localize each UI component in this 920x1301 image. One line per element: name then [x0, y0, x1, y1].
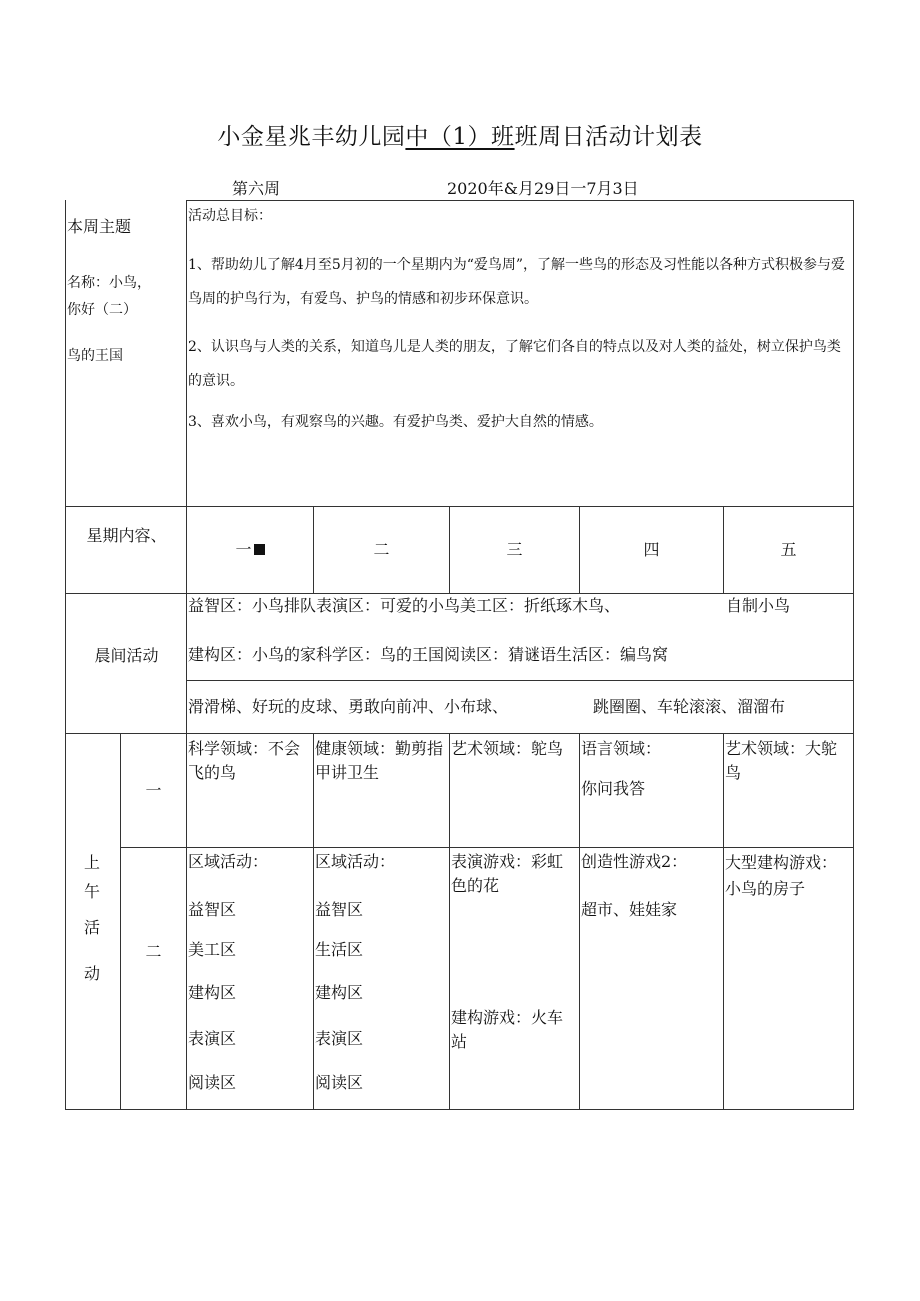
am-row2-tue-4: 建构区 [315, 983, 364, 1002]
am-label-char-1: 上 [83, 853, 100, 872]
morning-line-1: 益智区：小鸟排队表演区：可爱的小鸟美工区：折纸琢木鸟、 [188, 596, 621, 615]
am-row1-mon: 科学领域：不会飞的鸟 [188, 739, 301, 782]
morning-line-2: 建构区：小鸟的家科学区：鸟的王国阅读区：猜谜语生活区：编鸟窝 [188, 645, 669, 664]
morning-line-3-tail: 跳圈圈、车轮滚滚、溜溜布 [593, 697, 786, 716]
am-row2-tue-1: 区域活动： [315, 852, 396, 871]
weekday-fri: 五 [780, 540, 797, 559]
goal-item-2: 2、认识鸟与人类的关系，知道鸟儿是人类的朋友，了解它们各自的特点以及对人类的益处，树立保护鸟类的意识。 [188, 339, 841, 389]
rule-theme-divider [186, 200, 187, 593]
title-suffix: 班周日活动计划表 [514, 124, 703, 150]
am-row2-tue-2: 益智区 [315, 900, 364, 919]
rule-top [186, 200, 854, 201]
am-row2-mon-5: 表演区 [188, 1029, 237, 1048]
title-prefix: 小金星兆丰幼儿园 [217, 124, 406, 150]
morning-line-3: 滑滑梯、好玩的皮球、勇敢向前冲、小布球、 [188, 697, 509, 716]
goal-item-3: 3、喜欢小鸟，有观察鸟的兴趣。有爱护鸟类、爱护大自然的情感。 [188, 414, 603, 430]
am-row2-label: 二 [145, 942, 162, 961]
rule-goals-bottom [65, 506, 854, 507]
rule-right [853, 200, 854, 1110]
black-square-mark [254, 544, 265, 555]
theme-sub: 鸟的王国 [67, 348, 123, 364]
rule-col3-am [449, 733, 450, 1109]
theme-label: 本周主题 [67, 217, 132, 236]
am-row2-thu-1: 创造性游戏2： [581, 852, 688, 871]
am-row1-wed: 艺术领域：鸵鸟 [451, 739, 564, 758]
morning-line-1-tail: 自制小鸟 [726, 596, 791, 615]
am-row2-mon-2: 益智区 [188, 900, 237, 919]
weekday-mon [187, 538, 313, 562]
theme-name-2: 你好（二） [67, 302, 137, 318]
am-row2-tue-6: 阅读区 [315, 1073, 364, 1092]
rule-col2-am [313, 733, 314, 1109]
rule-table-bottom [65, 1109, 854, 1110]
am-row1-thu-extra: 你问我答 [581, 779, 646, 798]
am-row2-mon-6: 阅读区 [188, 1073, 237, 1092]
am-row1-fri: 艺术领域：大鸵鸟 [725, 739, 838, 782]
rule-left [65, 200, 66, 1110]
theme-name: 名称：小鸟， [67, 275, 151, 291]
rule-morning-divider [186, 593, 187, 733]
am-row2-fri: 大型建构游戏：小鸟的房子 [725, 853, 838, 898]
morning-label: 晨间活动 [94, 646, 159, 665]
weekday-tue: 二 [373, 540, 390, 559]
am-label-char-4: 动 [83, 964, 100, 983]
am-row2-mon-1: 区域活动： [188, 852, 269, 871]
goal-item-1: 1、帮助幼儿了解4月至5月初的一个星期内为“爱鸟周”，了解一些鸟的形态及习性能以各种方式积极参与爱鸟周的护鸟行为，有爱鸟、护鸟的情感和初步环保意识。 [188, 257, 846, 307]
am-row1-label: 一 [145, 781, 162, 800]
weekday-thu: 四 [643, 540, 660, 559]
am-row2-thu-2: 超市、娃娃家 [581, 900, 678, 919]
am-row1-thu: 语言领域： [581, 739, 662, 758]
weekday-row-label: 星期内容、 [86, 526, 167, 545]
am-row2-mon-4: 建构区 [188, 983, 237, 1002]
am-row2-wed-1: 表演游戏：彩虹色的花 [451, 852, 564, 895]
am-label-char-3: 活 [83, 918, 100, 937]
am-row2-mon-3: 美工区 [188, 940, 237, 959]
rule-morning-mid [186, 680, 854, 681]
am-row1-tue: 健康领域：勤剪指甲讲卫生 [315, 739, 444, 782]
am-label-char-2: 午 [83, 882, 100, 901]
weekday-mon-text: 一 [235, 540, 252, 559]
am-row2-tue-5: 表演区 [315, 1029, 364, 1048]
goals-heading: 活动总目标： [188, 208, 272, 224]
rule-am-mid [120, 847, 854, 848]
week-label: 第六周 [232, 179, 281, 198]
rule-morning-bottom [65, 733, 854, 734]
date-range: 2020年&月29日一7月3日 [447, 179, 639, 198]
rule-top-left-gap [65, 200, 186, 201]
am-row2-wed-2: 建构游戏：火车站 [451, 1008, 564, 1051]
rule-col4-am [579, 733, 580, 1109]
title-class: 中（1）班 [405, 124, 515, 150]
rule-col5-am [723, 733, 724, 1109]
am-row2-tue-3: 生活区 [315, 940, 364, 959]
weekday-wed: 三 [506, 540, 523, 559]
rule-am-day-divider [186, 733, 187, 1109]
